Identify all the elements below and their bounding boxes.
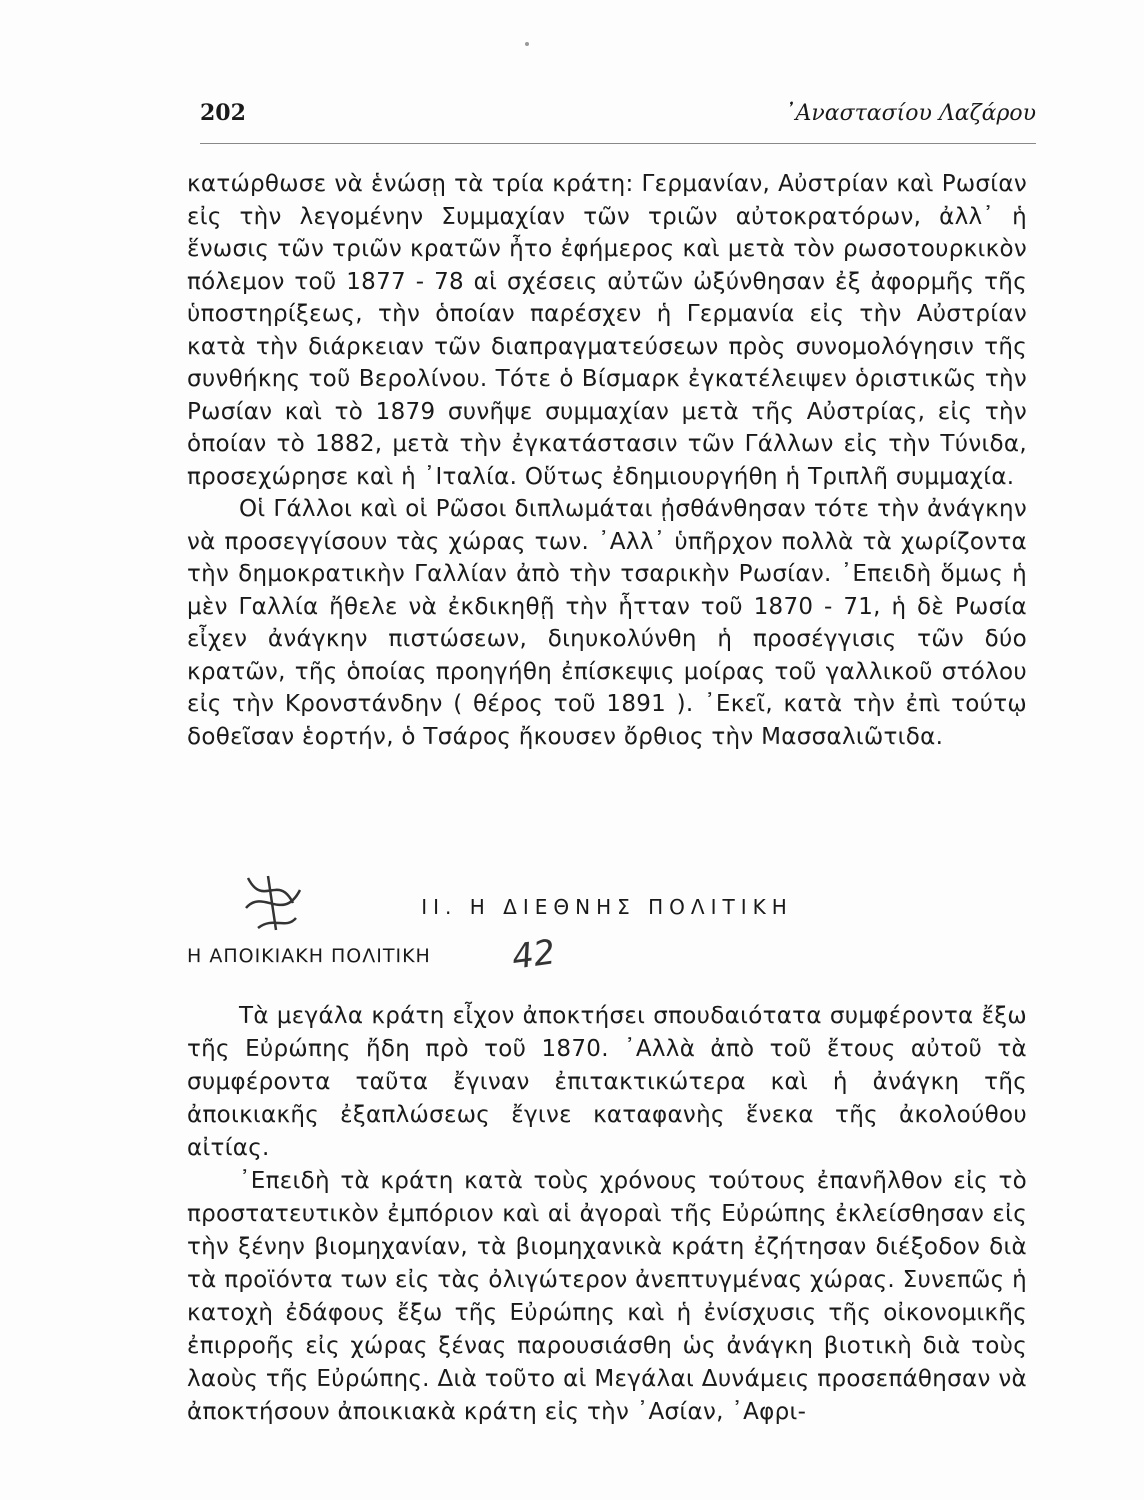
body-text-lower <box>187 1000 1027 1429</box>
paragraph-1: κατώρθωσε νὰ ἑνώσῃ τὰ τρία κράτη: Γερμανίαν, Αὐστρίαν καὶ Ρωσίαν εἰς τὴν λεγομένην Συμμαχίαν τῶν τριῶν αὐτοκρατόρων, ἀλλ᾿ ἡ ἕνωσις τῶν τριῶν κρατῶν ἦτο ἐφήμερος καὶ μετὰ τὸν ρωσοτουρκικὸν πόλεμον τοῦ 1877 - 78 αἱ σχέσεις αὐτῶν ὠξύνθησαν ἐξ ἀφορμῆς τῆς ὑποστηρίξεως, τὴν ὁποίαν παρέσχεν ἡ Γερμανία εἰς τὴν Αὐστρίαν κατὰ τὴν διάρκειαν τῶν διαπραγματεύσεων πρὸς συνομολόγησιν τῆς συνθήκης τοῦ Βερολίνου. Τότε ὁ Βίσμαρκ ἐγκατέλειψεν ὁριστικῶς τὴν Ρωσίαν καὶ τὸ 1879 συνῆψε συμμαχίαν μετὰ τῆς Αὐστρίας, εἰς τὴν ὁποίαν τὸ 1882, μετὰ τὴν ἐγκατάστασιν τῶν Γάλλων εἰς τὴν Τύνιδα, προσεχώρησε καὶ ἡ ᾿Ιταλία. Οὕτως ἐδημιουργήθη ἡ Τριπλῆ συμμαχία. <box>187 171 1027 490</box>
handwritten-number: 42 <box>509 932 558 978</box>
running-header <box>200 100 1036 140</box>
section-heading: ΙΙ. Η ΔΙΕΘΝΗΣ ΠΟΛΙΤΙΚΗ <box>421 895 793 919</box>
speck <box>525 42 529 46</box>
header-rule <box>200 143 1036 144</box>
paragraph-3: Τὰ μεγάλα κράτη εἶχον ἀποκτήσει σπουδαιότατα συμφέροντα ἔξω τῆς Εὐρώπης ἤδη πρὸ τοῦ 1870. ᾿Αλλὰ ἀπὸ τοῦ ἔτους αὐτοῦ τὰ συμφέροντα ταῦτα ἔγιναν ἐπιτακτικώτερα καὶ ἡ ἀνάγκη τῆς ἀποικιακῆς ἐξαπλώσεως ἔγινε καταφανὴς ἕνεκα τῆς ἀκολούθου αἰτίας. <box>187 1003 1027 1161</box>
paragraph-2: Οἱ Γάλλοι καὶ οἱ Ρῶσοι διπλωμάται ᾐσθάνθησαν τότε τὴν ἀνάγκην νὰ προσεγγίσουν τὰς χώρας των. ᾿Αλλ᾿ ὑπῆρχον πολλὰ τὰ χωρίζοντα τὴν δημοκρατικὴν Γαλλίαν ἀπὸ τὴν τσαρικὴν Ρωσίαν. ᾿Επειδὴ ὅμως ἡ μὲν Γαλλία ἤθελε νὰ ἐκδικηθῇ τὴν ἧτταν τοῦ 1870 - 71, ἡ δὲ Ρωσία εἶχεν ἀνάγκην πιστώσεων, διηυκολύνθη ἡ προσέγγισις τῶν δύο κρατῶν, τῆς ὁποίας προηγήθη ἐπίσκεψις μοίρας τοῦ γαλλικοῦ στόλου εἰς τὴν Κρονστάνδην ( θέρος τοῦ 1891 ). ᾿Εκεῖ, κατὰ τὴν ἐπὶ τούτῳ δοθεῖσαν ἑορτήν, ὁ Τσάρος ἤκουσεν ὄρθιος τὴν Μασσαλιῶτιδα. <box>187 496 1027 750</box>
paragraph-4: ᾿Επειδὴ τὰ κράτη κατὰ τοὺς χρόνους τούτους ἐπανῆλθον εἰς τὸ προστατευτικὸν ἐμπόριον καὶ αἱ ἀγοραὶ τῆς Εὐρώπης ἐκλείσθησαν εἰς τὴν ξένην βιομηχανίαν, τὰ βιομηχανικὰ κράτη ἐζήτησαν διέξοδον διὰ τὰ προϊόντα των εἰς τὰς ὀλιγώτερον ἀνεπτυγμένας χώρας. Συνεπῶς ἡ κατοχὴ ἐδάφους ἔξω τῆς Εὐρώπης καὶ ἡ ἐνίσχυσις τῆς οἰκονομικῆς ἐπιρροῆς εἰς χώρας ξένας παρουσιάσθη ὡς ἀνάγκη βιοτικὴ διὰ τοὺς λαοὺς τῆς Εὐρώπης. Διὰ τοῦτο αἱ Μεγάλαι Δυνάμεις προσεπάθησαν νὰ ἀποκτήσουν ἀποικιακὰ κράτη εἰς τὴν ᾿Ασίαν, ᾿Αφρι- <box>187 1168 1027 1425</box>
running-author: ᾿Αναστασίου Λαζάρου <box>784 101 1036 126</box>
page-number: 202 <box>200 100 246 126</box>
body-text-upper <box>187 168 1027 753</box>
subsection-heading: Η ΑΠΟΙΚΙΑΚΗ ΠΟΛΙΤΙΚΗ <box>187 945 431 967</box>
